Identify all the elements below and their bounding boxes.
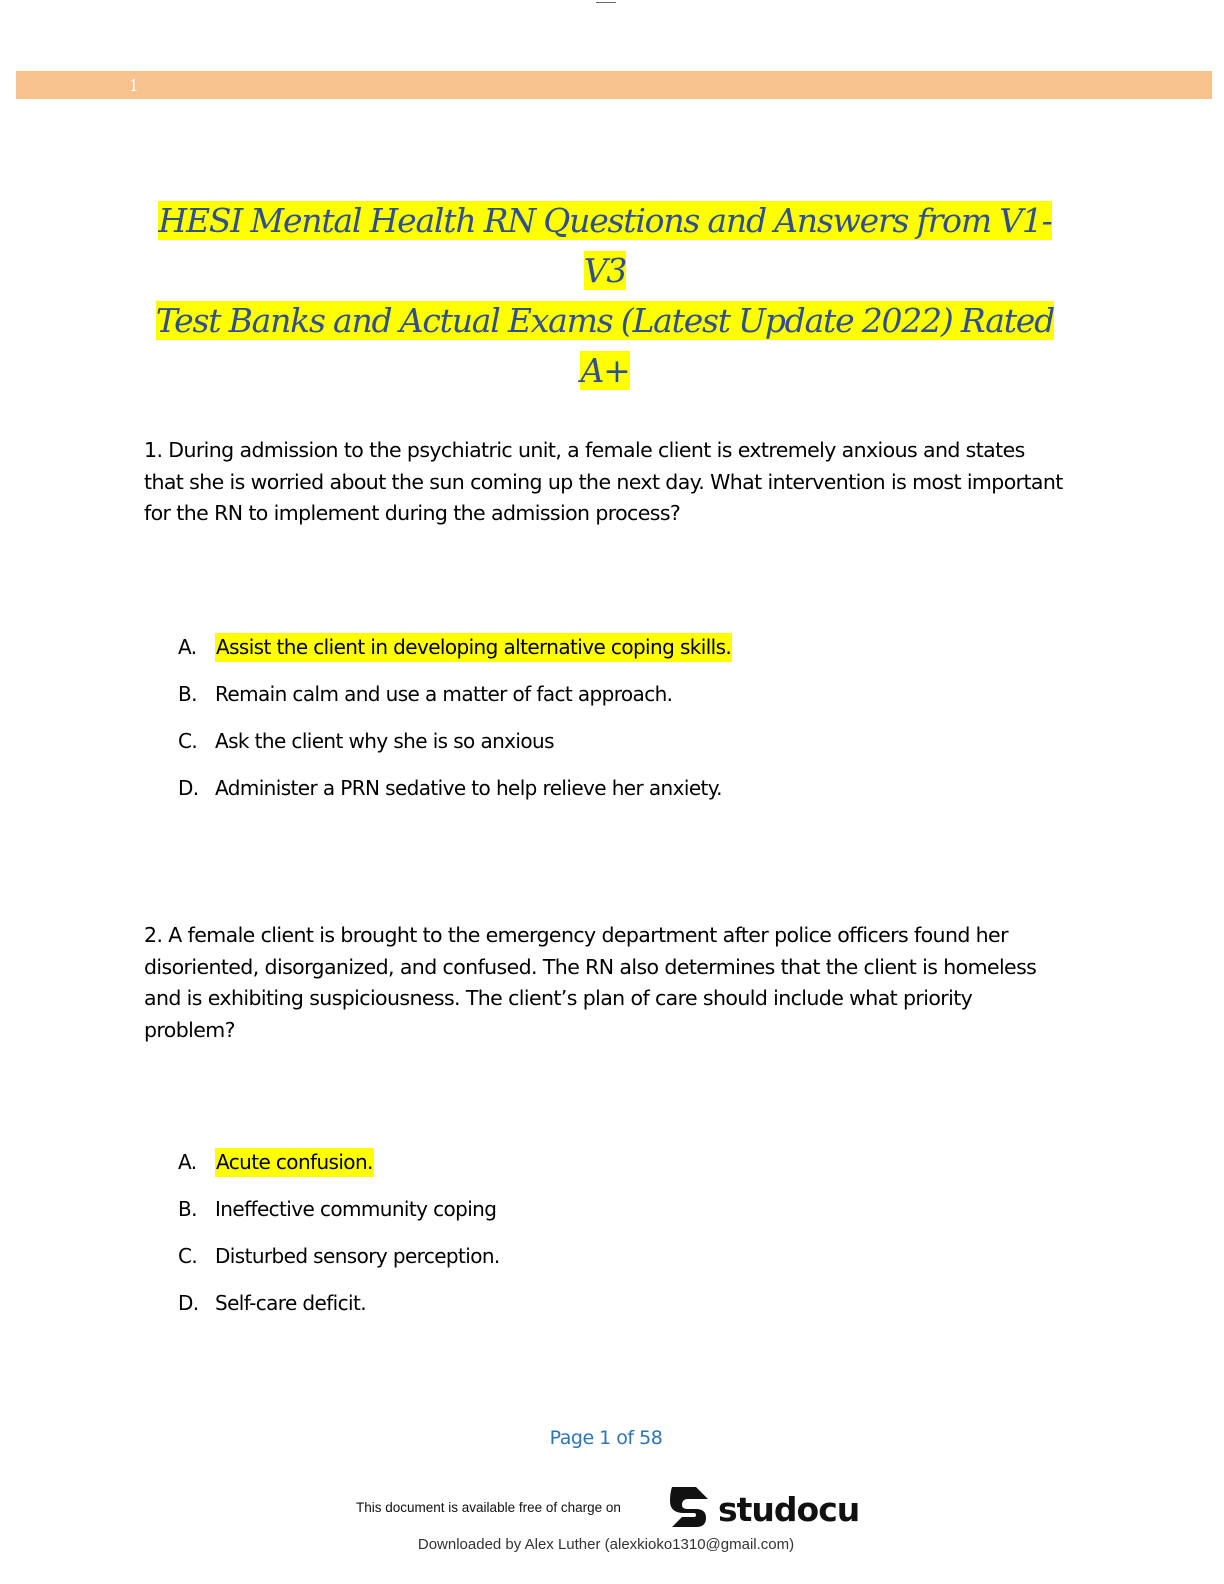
option-letter: A. [178,635,197,659]
top-margin-mark [596,0,616,3]
option-text: Remain calm and use a matter of fact approach. [215,682,673,706]
title-line-2: Test Banks and Actual Exams (Latest Update 2022) Rated [155,301,1055,340]
option-letter: D. [178,776,199,800]
question-2-option-b [178,1195,878,1242]
studocu-logo[interactable] [666,1483,859,1536]
question-2-option-d [178,1289,878,1336]
option-text-correct: Acute confusion. [215,1148,374,1177]
question-1-option-a [178,633,878,680]
question-2-stem: 2. A female client is brought to the emergency department after police officers found her disoriented, disorganized, and confused. The RN also determines that the client is homeless and is exhibiting suspiciousness. The client’s plan of care should include what priority problem? [144,923,1037,1042]
option-letter: A. [178,1150,197,1174]
option-text-correct: Assist the client in developing alternative coping skills. [215,633,732,662]
option-letter: D. [178,1291,199,1315]
question-1-stem: 1. During admission to the psychiatric unit, a female client is extremely anxious and states that she is worried about the sun coming up the next day. What intervention is most important for the RN to implement during the admission process? [144,438,1063,525]
question-1-option-b [178,680,878,727]
document-title [140,196,1070,396]
question-2-option-a [178,1148,878,1195]
studocu-brand-text: studocu [718,1490,860,1529]
option-letter: B. [178,1197,197,1221]
header-page-marker: 1 [129,75,138,95]
question-1-option-c [178,727,878,774]
option-letter: B. [178,682,197,706]
option-text: Ask the client why she is so anxious [215,729,554,753]
question-1-option-d [178,774,878,821]
availability-text: This document is available free of charge on [356,1500,621,1515]
option-text: Disturbed sensory perception. [215,1244,500,1268]
studocu-logo-icon [666,1483,712,1536]
download-credit: Downloaded by Alex Luther (alexkioko1310@gmail.com) [417,1536,795,1553]
question-2-options [178,1148,878,1336]
option-letter: C. [178,1244,198,1268]
title-line-3: A+ [580,351,630,390]
option-text: Self-care deficit. [215,1291,366,1315]
title-line-1: HESI Mental Health RN Questions and Answers from V1-V3 [158,201,1052,290]
question-2-option-c [178,1242,878,1289]
option-letter: C. [178,729,198,753]
page-number: Page 1 of 58 [549,1427,663,1449]
option-text: Ineffective community coping [215,1197,497,1221]
header-bar [16,71,1212,99]
question-1-options [178,633,878,821]
option-text: Administer a PRN sedative to help relieve her anxiety. [215,776,722,800]
